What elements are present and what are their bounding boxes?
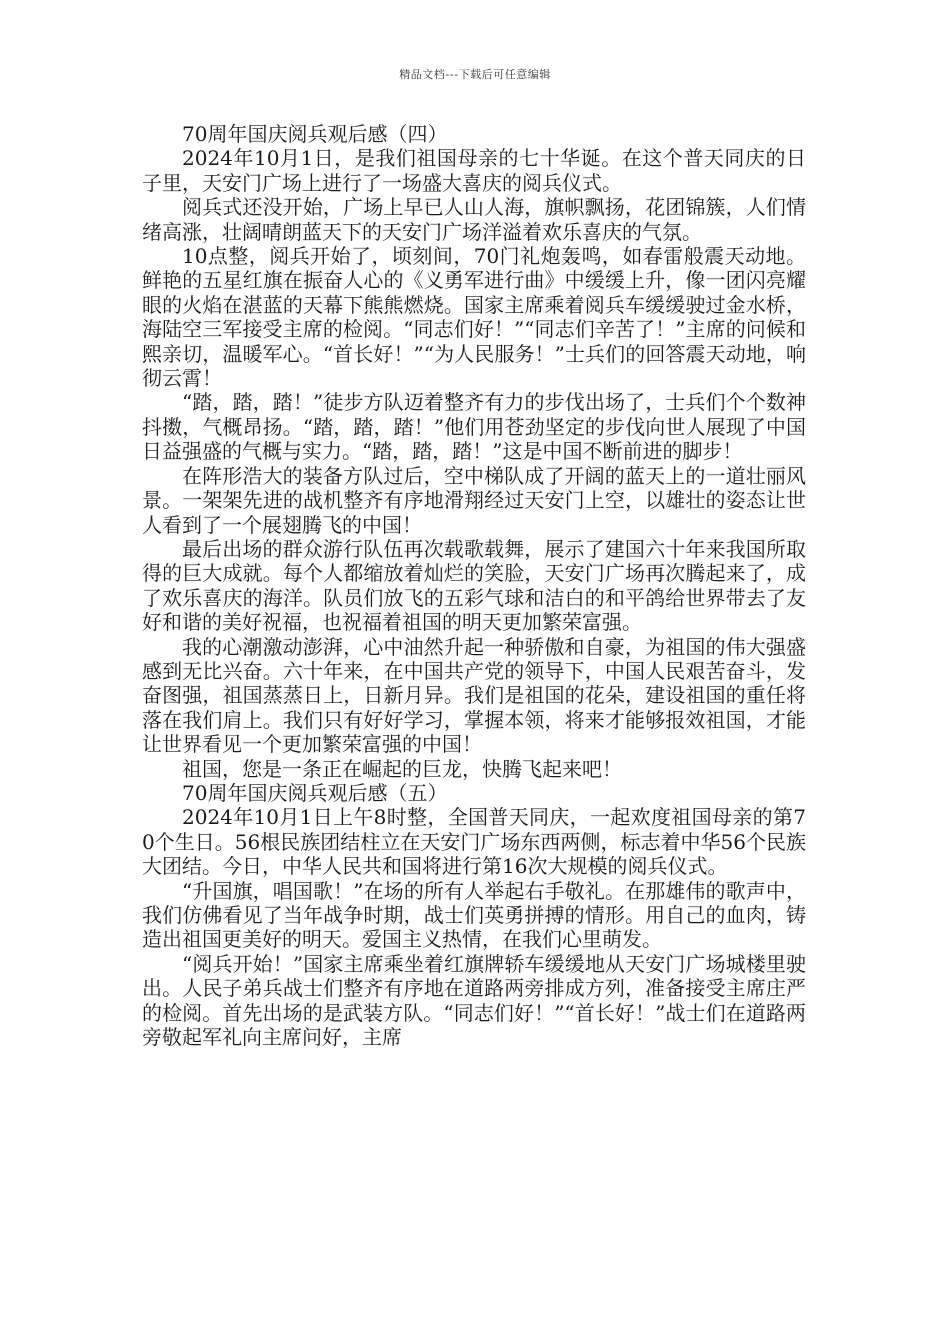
paragraph: 2024年10月1日，是我们祖国母亲的七十华诞。在这个普天同庆的日子里，天安门广场上进行了一场盛大喜庆的阅兵仪式。 [142, 146, 806, 195]
paragraph: “踏，踏，踏！”徒步方队迈着整齐有力的步伐出场了，士兵们个个数神抖擞，气概昂扬。“踏，踏，踏！”他们用苍劲坚定的步伐向世人展现了中国日益强盛的气概与实力。“踏，踏，踏！”这是中国不断前进的脚步！ [142, 390, 806, 464]
paragraph: 在阵形浩大的装备方队过后，空中梯队成了开阔的蓝天上的一道壮丽风景。一架架先进的战机整齐有序地滑翔经过天安门上空，以雄壮的姿态让世人看到了一个展翅腾飞的中国！ [142, 463, 806, 537]
page-header: 精品文档---下载后可任意编辑 [399, 68, 551, 81]
paragraph: 祖国，您是一条正在崛起的巨龙，快腾飞起来吧！ [182, 756, 622, 781]
paragraph: “升国旗，唱国歌！”在场的所有人举起右手敬礼。在那雄伟的歌声中，我们仿佛看见了当年战争时期，战士们英勇拼搏的情形。用自己的血肉，铸造出祖国更美好的明天。爱国主义热情，在我们心里萌发。 [142, 878, 806, 952]
paragraph: 最后出场的群众游行队伍再次载歌载舞，展示了建国六十年来我国所取得的巨大成就。每个人都缩放着灿烂的笑脸，天安门广场再次腾起来了，成了欢乐喜庆的海洋。队员们放飞的五彩气球和洁白的和平鸽给世界带去了友好和谐的美好祝福，也祝福着祖国的明天更加繁荣富强。 [142, 536, 806, 635]
section-title-5: 70周年国庆阅兵观后感（五） [182, 780, 448, 805]
section-title-4: 70周年国庆阅兵观后感（四） [182, 122, 448, 146]
paragraph: 2024年10月1日上午8时整，全国普天同庆，一起欢度祖国母亲的第70个生日。56根民族团结柱立在天安门广场东西两侧，标志着中华56个民族大团结。今日，中华人民共和国将进行第16次大规模的阅兵仪式。 [142, 805, 806, 879]
paragraph: “阅兵开始！”国家主席乘坐着红旗牌轿车缓缓地从天安门广场城楼里驶出。人民子弟兵战士们整齐有序地在道路两旁排成方列，准备接受主席庄严的检阅。首先出场的是武装方队。“同志们好！”“首长好！”战士们在道路两旁敬起军礼向主席问好，主席 [142, 951, 806, 1050]
paragraph: 阅兵式还没开始，广场上早已人山人海，旗帜飘扬，花团锦簇，人们情绪高涨，壮阔晴朗蓝天下的天安门广场洋溢着欢乐喜庆的气氛。 [142, 195, 806, 244]
paragraph: 10点整，阅兵开始了，顷刻间，70门礼炮轰鸣，如春雷般震天动地。鲜艳的五星红旗在振奋人心的《义勇军进行曲》中缓缓上升，像一团闪亮耀眼的火焰在湛蓝的天幕下熊熊燃烧。国家主席乘着阅兵车缓缓驶过金水桥，海陆空三军接受主席的检阅。“同志们好！”“同志们辛苦了！”主席的问候和熙亲切，温暖军心。“首长好！”“为人民服务！”士兵们的回答震天动地，响彻云霄！ [142, 244, 806, 391]
paragraph: 我的心潮激动澎湃，心中油然升起一种骄傲和自豪，为祖国的伟大强盛感到无比兴奋。六十年来，在中国共产党的领导下，中国人民艰苦奋斗，发奋图强，祖国蒸蒸日上，日新月异。我们是祖国的花朵，建设祖国的重任将落在我们肩上。我们只有好好学习，掌握本领，将来才能够报效祖国，才能让世界看见一个更加繁荣富强的中国！ [142, 634, 806, 757]
document-body [142, 122, 806, 1049]
